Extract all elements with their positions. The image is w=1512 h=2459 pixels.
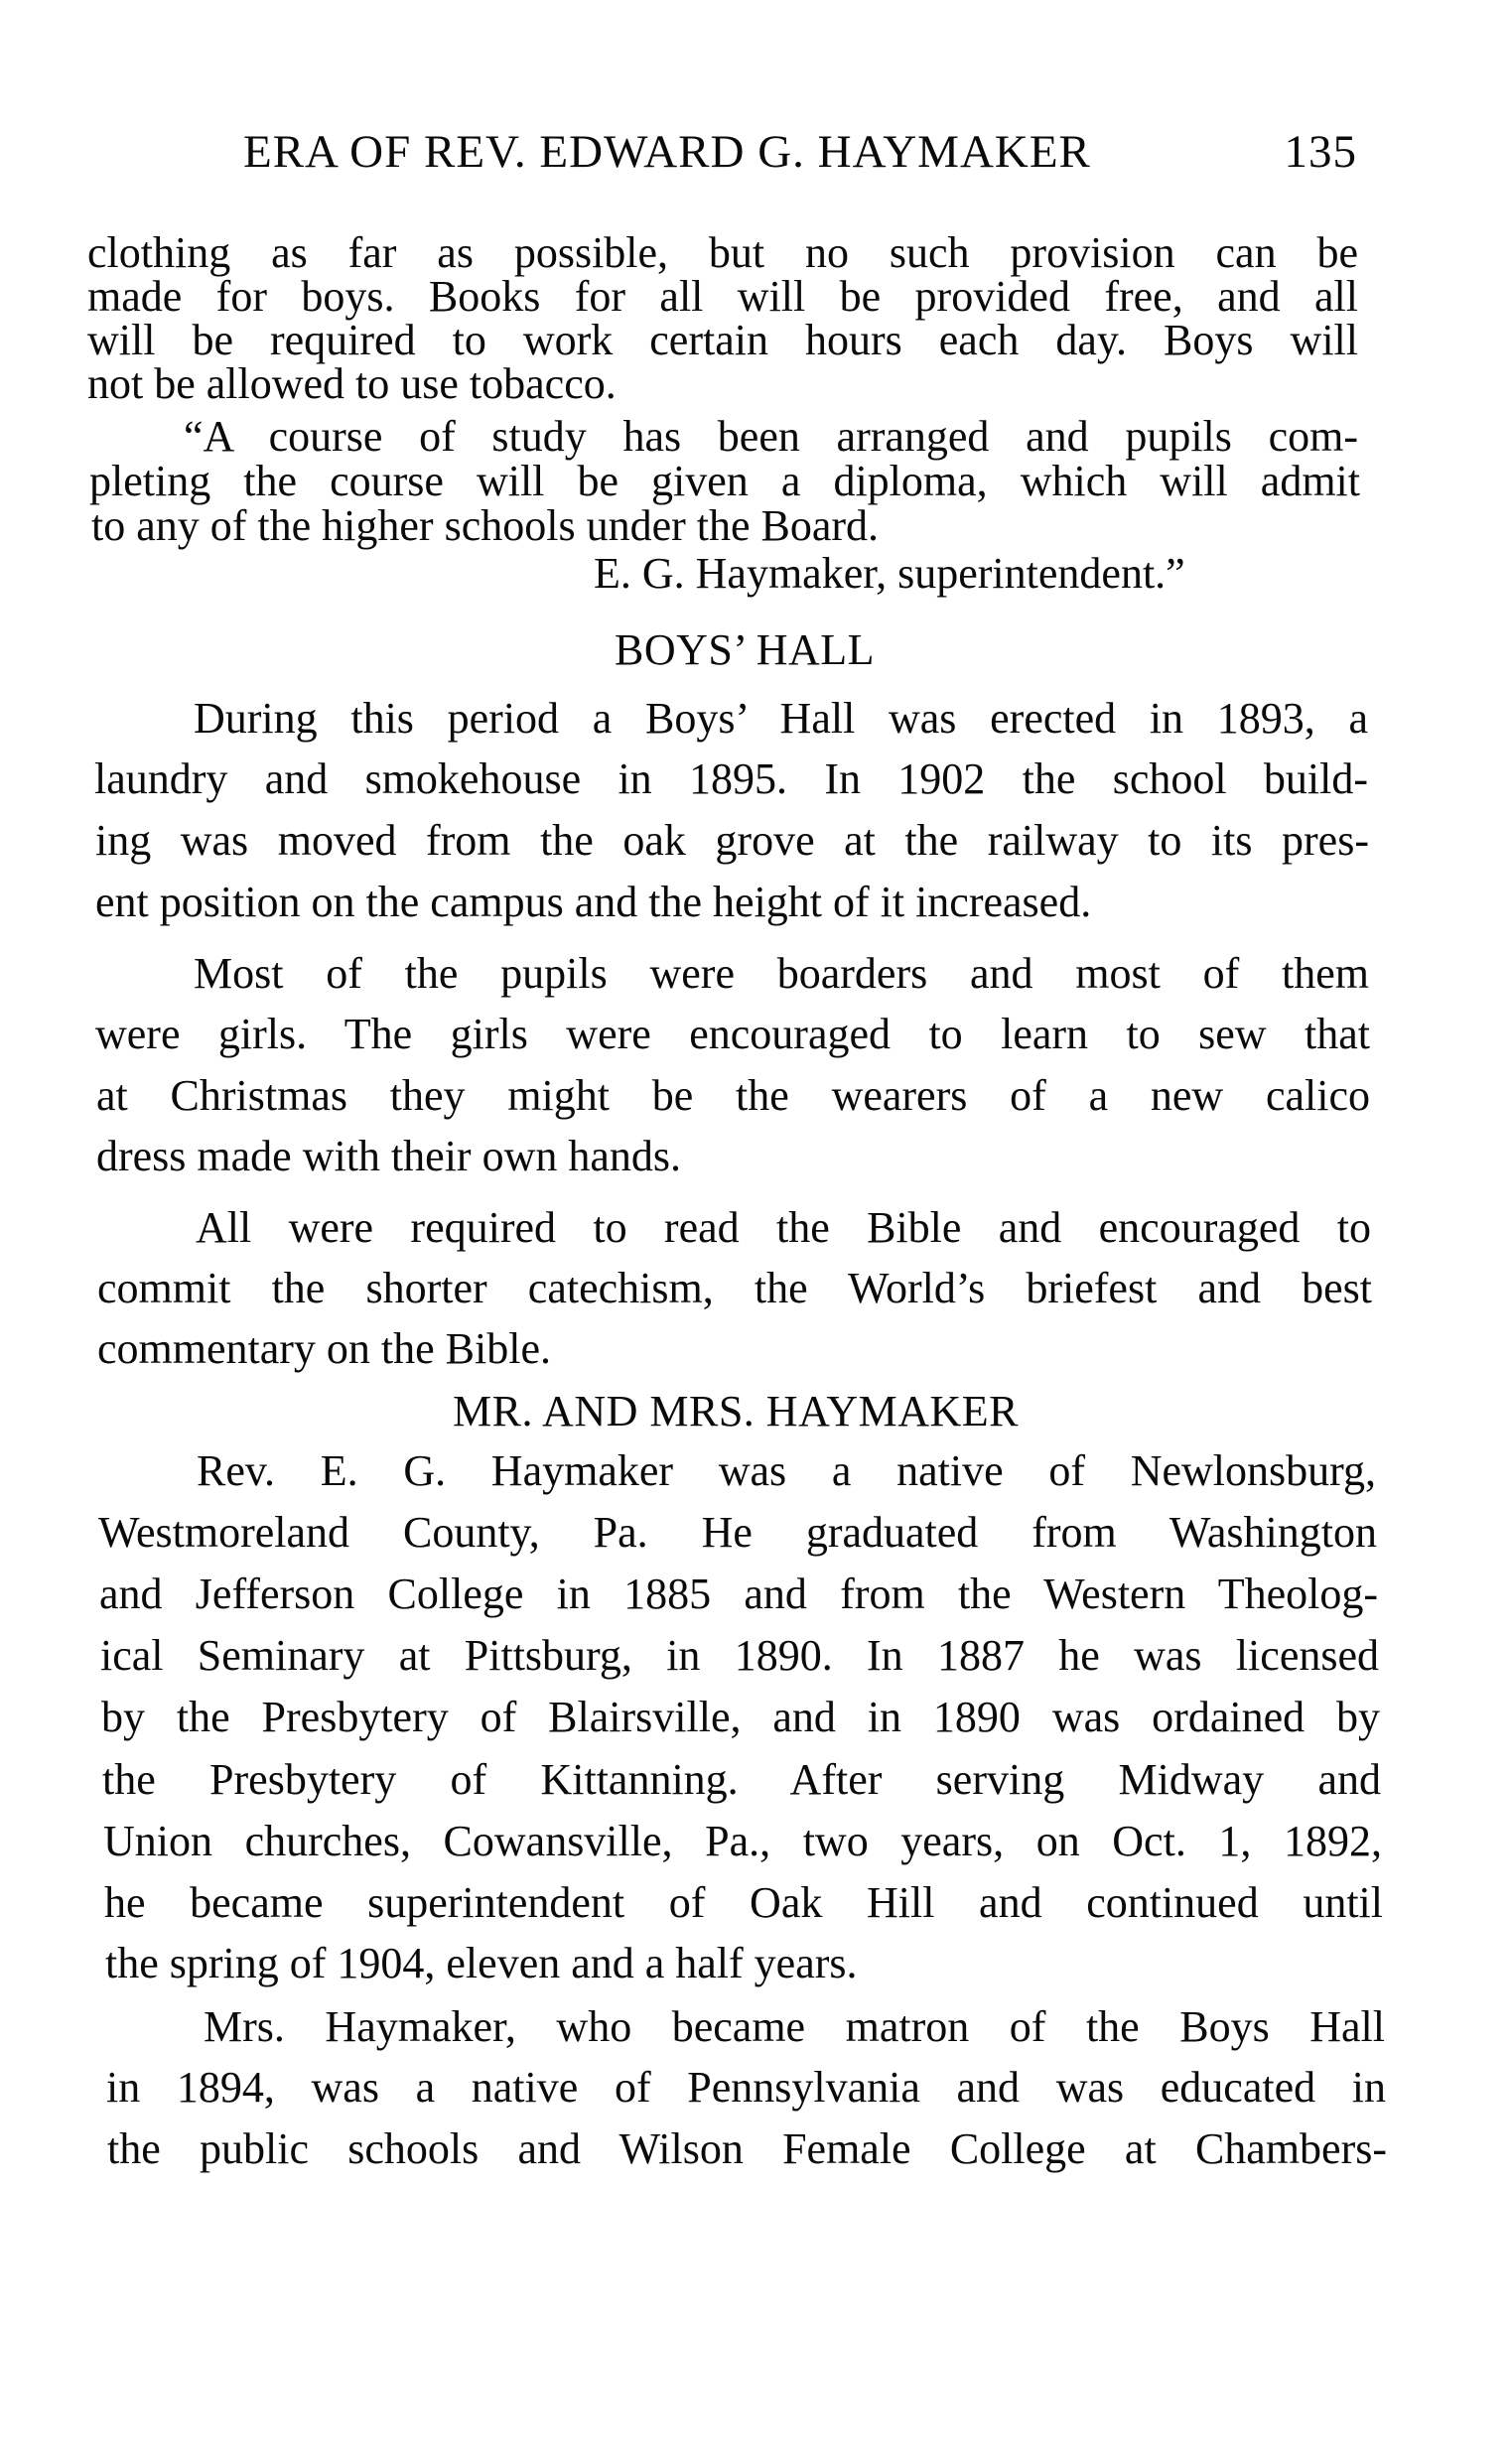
text-line: Westmoreland County, Pa. He graduated from Washington	[98, 1508, 1377, 1557]
text-line: “A course of study has been arranged and pupils com-	[184, 412, 1358, 461]
text-line: Union churches, Cowansville, Pa., two years, on Oct. 1, 1892,	[103, 1817, 1382, 1865]
text-line: he became superintendent of Oak Hill and continued until	[104, 1878, 1383, 1927]
text-line: ing was moved from the oak grove at the railway to its pres-	[95, 816, 1369, 865]
text-line: were girls. The girls were encouraged to learn to sew that	[95, 1010, 1370, 1058]
section-heading-mr-and-mrs-haymaker: MR. AND MRS. HAYMAKER	[453, 1387, 1019, 1435]
text-line: laundry and smokehouse in 1895. In 1902 the school build-	[94, 754, 1368, 803]
text-line: the Presbytery of Kittanning. After serving Midway and	[102, 1755, 1381, 1804]
text-line: in 1894, was a native of Pennsylvania and was educated in	[106, 2063, 1386, 2112]
text-line: ent position on the campus and the height of it increased.	[95, 878, 1092, 926]
text-line: not be allowed to use tobacco.	[87, 359, 617, 408]
text-line: to any of the higher schools under the Board.	[91, 501, 880, 550]
text-line: commentary on the Bible.	[97, 1324, 551, 1373]
text-line: pleting the course will be given a diploma, which will admit	[89, 457, 1360, 505]
text-line: the public schools and Wilson Female College at Chambers-	[107, 2124, 1387, 2173]
text-line: will be required to work certain hours each day. Boys will	[87, 316, 1358, 364]
text-line: Rev. E. G. Haymaker was a native of Newlonsburg,	[197, 1446, 1376, 1495]
text-line: Mrs. Haymaker, who became matron of the Boys Hall	[204, 2002, 1385, 2051]
page-number: 135	[1284, 126, 1357, 178]
text-line: at Christmas they might be the wearers of a new calico	[96, 1071, 1370, 1120]
signature: E. G. Haymaker, superintendent.”	[594, 549, 1185, 598]
text-line: and Jefferson College in 1885 and from the Western Theolog-	[99, 1570, 1378, 1618]
text-line: by the Presbytery of Blairsville, and in 1890 was ordained by	[101, 1693, 1380, 1741]
text-line: dress made with their own hands.	[96, 1132, 681, 1180]
text-line: ical Seminary at Pittsburg, in 1890. In 1887 he was licensed	[100, 1631, 1379, 1680]
text-line: made for boys. Books for all will be provided free, and all	[87, 272, 1358, 321]
section-heading-boys-hall: BOYS’ HALL	[614, 625, 876, 674]
text-line: All were required to read the Bible and encouraged to	[196, 1203, 1371, 1252]
running-head	[243, 127, 1357, 177]
text-line: clothing as far as possible, but no such provision can be	[87, 228, 1358, 277]
running-head-title: ERA OF REV. EDWARD G. HAYMAKER	[243, 126, 1091, 178]
text-line: the spring of 1904, eleven and a half years.	[105, 1939, 858, 1987]
text-line: commit the shorter catechism, the World’s briefest and best	[97, 1264, 1372, 1312]
text-line: During this period a Boys’ Hall was erected in 1893, a	[194, 694, 1368, 743]
text-line: Most of the pupils were boarders and most of them	[194, 949, 1369, 998]
